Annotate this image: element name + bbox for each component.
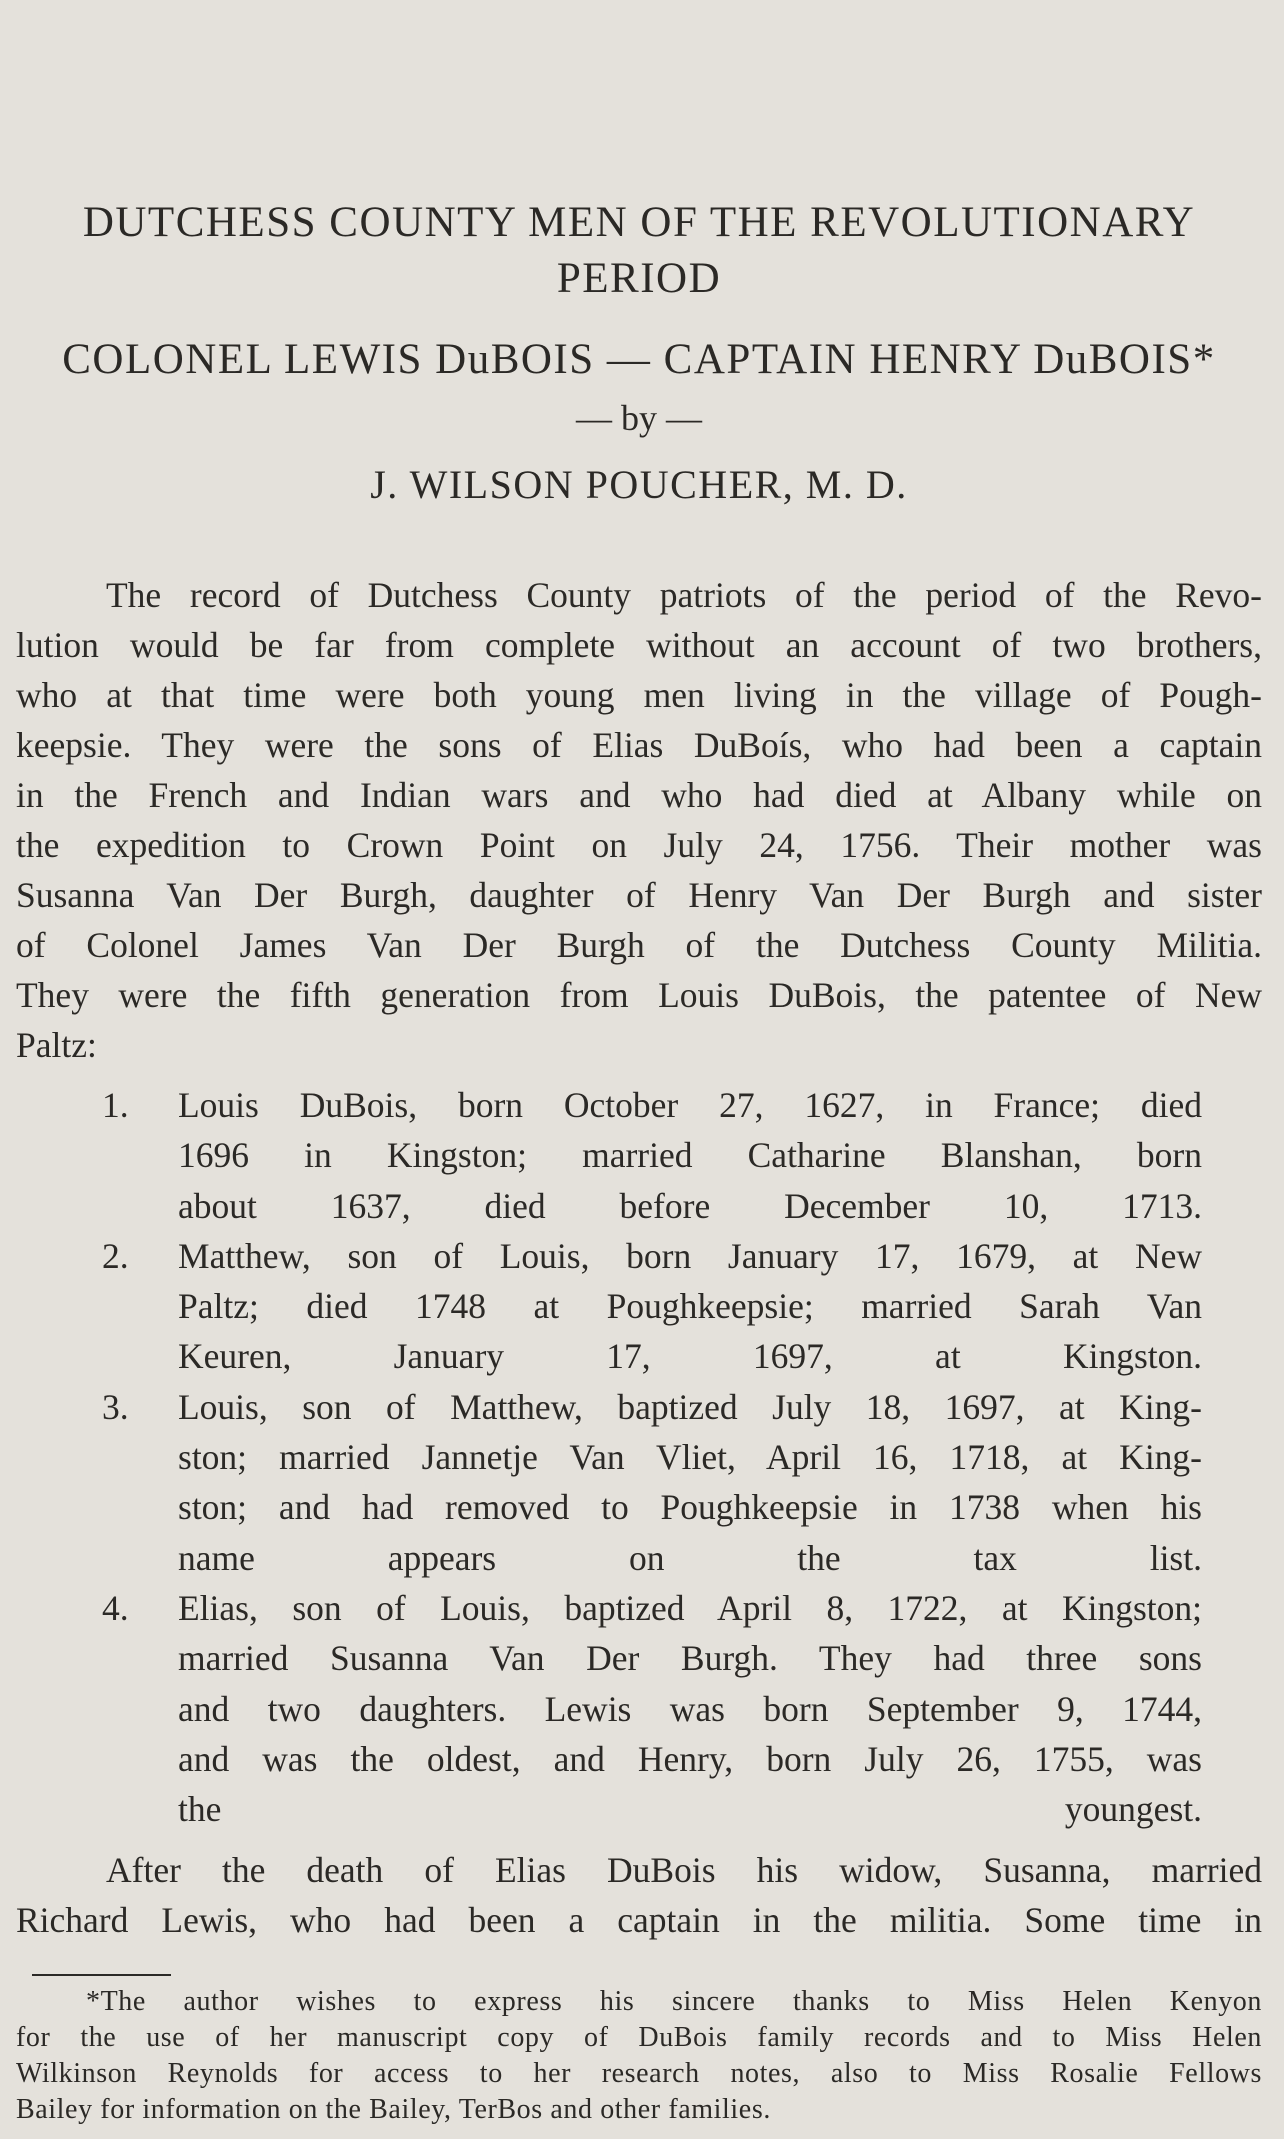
paragraph-line: in the French and Indian wars and who had died at Albany while on (16, 775, 1262, 815)
list-item-number: 2. (102, 1235, 129, 1276)
paragraph-line: They were the fifth generation from Louis DuBois, the patentee of New (16, 975, 1262, 1015)
list-item-line: the youngest. (178, 1789, 1202, 1830)
paragraph-line: Richard Lewis, who had been a captain in the militia. Some time in (16, 1900, 1262, 1940)
list-item-line: and two daughters. Lewis was born September 9, 1744, (178, 1688, 1202, 1729)
footnote-line: for the use of her manuscript copy of DuBois family records and to Miss Helen (16, 2022, 1262, 2053)
list-item-line: ston; and had removed to Poughkeepsie in 1738 when his (178, 1487, 1202, 1528)
list-item-number: 1. (102, 1085, 129, 1125)
list-item-number: 3. (102, 1386, 129, 1427)
article-title-line-1: DUTCHESS COUNTY MEN OF THE REVOLUTIONARY (82, 199, 1196, 246)
list-item (16, 1080, 1262, 1231)
paragraph-line: of Colonel James Van Der Burgh of the Dutchess County Militia. (16, 925, 1262, 965)
article-subtitle: COLONEL LEWIS DuBOIS — CAPTAIN HENRY DuBOIS* (62, 336, 1216, 383)
paragraph-line: The record of Dutchess County patriots of the period of the Revo- (106, 575, 1262, 615)
footnote-line: Bailey for information on the Bailey, TerBos and other families. (16, 2094, 771, 2125)
paragraph-line: After the death of Elias DuBois his widow, Susanna, married (106, 1850, 1262, 1890)
article-title-line-2: PERIOD (556, 255, 722, 302)
footnote-line: Wilkinson Reynolds for access to her research notes, also to Miss Rosalie Fellows (16, 2058, 1262, 2089)
list-item-line: Louis, son of Matthew, baptized July 18, 1697, at King- (178, 1386, 1202, 1427)
paragraph-line: keepsie. They were the sons of Elias DuBoís, who had been a captain (16, 725, 1262, 765)
document-page (16, 0, 1262, 2139)
list-item-line: married Susanna Van Der Burgh. They had three sons (178, 1638, 1202, 1679)
list-item-line: about 1637, died before December 10, 1713. (178, 1185, 1202, 1226)
list-item-line: name appears on the tax list. (178, 1537, 1202, 1578)
paragraph-continuation (16, 1845, 1262, 1945)
generation-list (16, 1080, 1262, 1834)
list-item-line: ston; married Jannetje Van Vliet, April 16, 1718, at King- (178, 1437, 1202, 1478)
paragraph-line: the expedition to Crown Point on July 24, 1756. Their mother was (16, 825, 1262, 865)
list-item-line: and was the oldest, and Henry, born July 26, 1755, was (178, 1738, 1202, 1779)
list-item (16, 1382, 1262, 1583)
paragraph-line: who at that time were both young men living in the village of Pough- (16, 675, 1262, 715)
paragraph-intro (16, 570, 1262, 1070)
list-item-line: 1696 in Kingston; married Catharine Blanshan, born (178, 1135, 1202, 1176)
paragraph-line: Susanna Van Der Burgh, daughter of Henry Van Der Burgh and sister (16, 875, 1262, 915)
list-item-line: Louis DuBois, born October 27, 1627, in France; died (178, 1085, 1202, 1125)
list-item (16, 1231, 1262, 1382)
list-item (16, 1583, 1262, 1834)
paragraph-line: lution would be far from complete without an account of two brothers, (16, 625, 1262, 665)
author-name: J. WILSON POUCHER, M. D. (370, 462, 908, 507)
footnote-line: *The author wishes to express his sincere thanks to Miss Helen Kenyon (86, 1986, 1262, 2017)
paragraph-line: Paltz: (16, 1025, 97, 1065)
list-item-line: Keuren, January 17, 1697, at Kingston. (178, 1336, 1202, 1377)
list-item-number: 4. (102, 1587, 129, 1628)
byline: — by — (576, 398, 702, 438)
list-item-line: Elias, son of Louis, baptized April 8, 1722, at Kingston; (178, 1587, 1202, 1628)
footnote-divider (32, 1974, 171, 1976)
list-item-line: Paltz; died 1748 at Poughkeepsie; married Sarah Van (178, 1286, 1202, 1327)
list-item-line: Matthew, son of Louis, born January 17, 1679, at New (178, 1235, 1202, 1276)
footnote (16, 1984, 1262, 2128)
